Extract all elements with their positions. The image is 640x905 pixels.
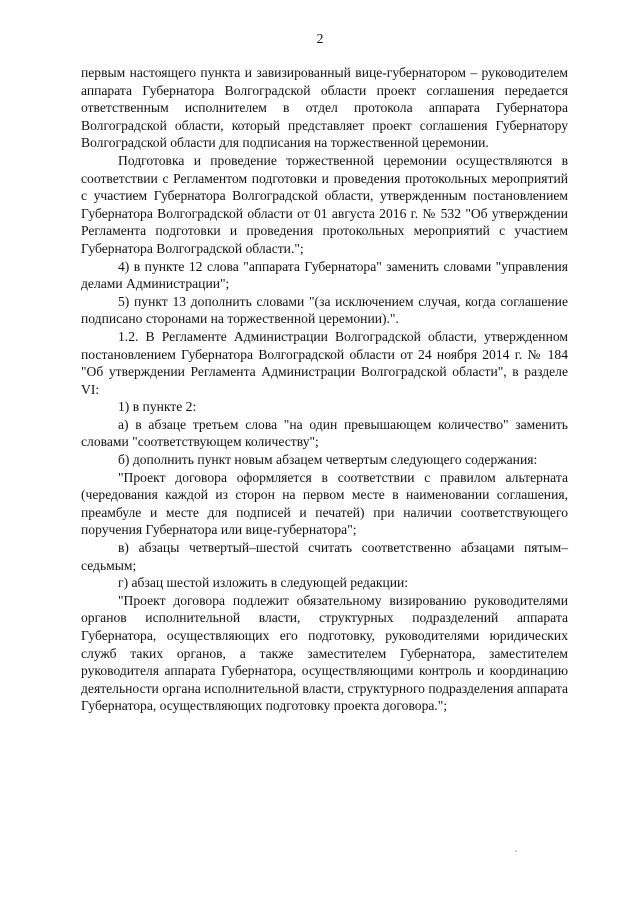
paragraph-subitem-1: 1) в пункте 2:	[118, 399, 197, 415]
paragraph-subitem-a: а) в абзаце третьем слова "на один превышающем количество" заменить словами "соответствующем количеству";	[81, 416, 568, 450]
document-body	[81, 64, 568, 715]
paragraph-subitem-b: б) дополнить пункт новым абзацем четвертым следующего содержания:	[118, 452, 538, 468]
paragraph-quote-visa: "Проект договора подлежит обязательному визированию руководителями органов исполнительной власти, структурных подразделений аппарата Губернатора, осуществляющих его подготовку, руководителями юридических служб таких органов, а также заместителем Губернатора, заместителем руководителя аппарата Губернатора, осуществляющими контроль и координацию деятельности органа исполнительной власти, структурного подразделения аппарата Губернатора, осуществляющих подготовку проекта договора.";	[81, 592, 568, 714]
paragraph-section-1-2: 1.2. В Регламенте Администрации Волгоградской области, утвержденном постановлением Губернатора Волгоградской области от 24 ноября 2014 г. № 184 "Об утверждении Регламента Администрации Волгоградской области", в разделе VI:	[81, 328, 568, 397]
paragraph-ceremony: Подготовка и проведение торжественной церемонии осуществляются в соответствии с Регламентом подготовки и проведения протокольных мероприятий с участием Губернатора Волгоградской области, утвержденным постановлением Губернатора Волгоградской области от 01 августа 2016 г. № 532 "Об утверждении Регламента подготовки и проведения протокольных мероприятий с участием Губернатора Волгоградской области.";	[81, 152, 568, 256]
scan-speck	[515, 850, 517, 852]
paragraph-continuation: первым настоящего пункта и завизированный вице-губернатором – руководителем аппарата Губернатора Волгоградской области проект соглашения передается ответственным исполнителем в отдел протокола аппарата Губернатора Волгоградской области, который представляет проект соглашения Губернатору Волгоградской области для подписания на торжественной церемонии.	[81, 65, 568, 151]
paragraph-item-4: 4) в пункте 12 слова "аппарата Губернатора" заменить словами "управления делами Администрации";	[81, 258, 568, 292]
paragraph-subitem-v: в) абзацы четвертый–шестой считать соответственно абзацами пятым–седьмым;	[81, 540, 568, 573]
paragraph-item-5: 5) пункт 13 дополнить словами "(за исключением случая, когда соглашение подписано сторонами на торжественной церемонии).".	[81, 293, 568, 327]
page-number: 2	[316, 31, 324, 46]
paragraph-subitem-g: г) абзац шестой изложить в следующей редакции:	[118, 575, 409, 591]
paragraph-quote-alternat: "Проект договора оформляется в соответствии с правилом альтерната (чередования каждой из сторон на первом месте в наименовании соглашения, преамбуле и месте для подписей и печатей) при наличии соответствующего поручения Губернатора или вице-губернатора";	[81, 469, 568, 538]
